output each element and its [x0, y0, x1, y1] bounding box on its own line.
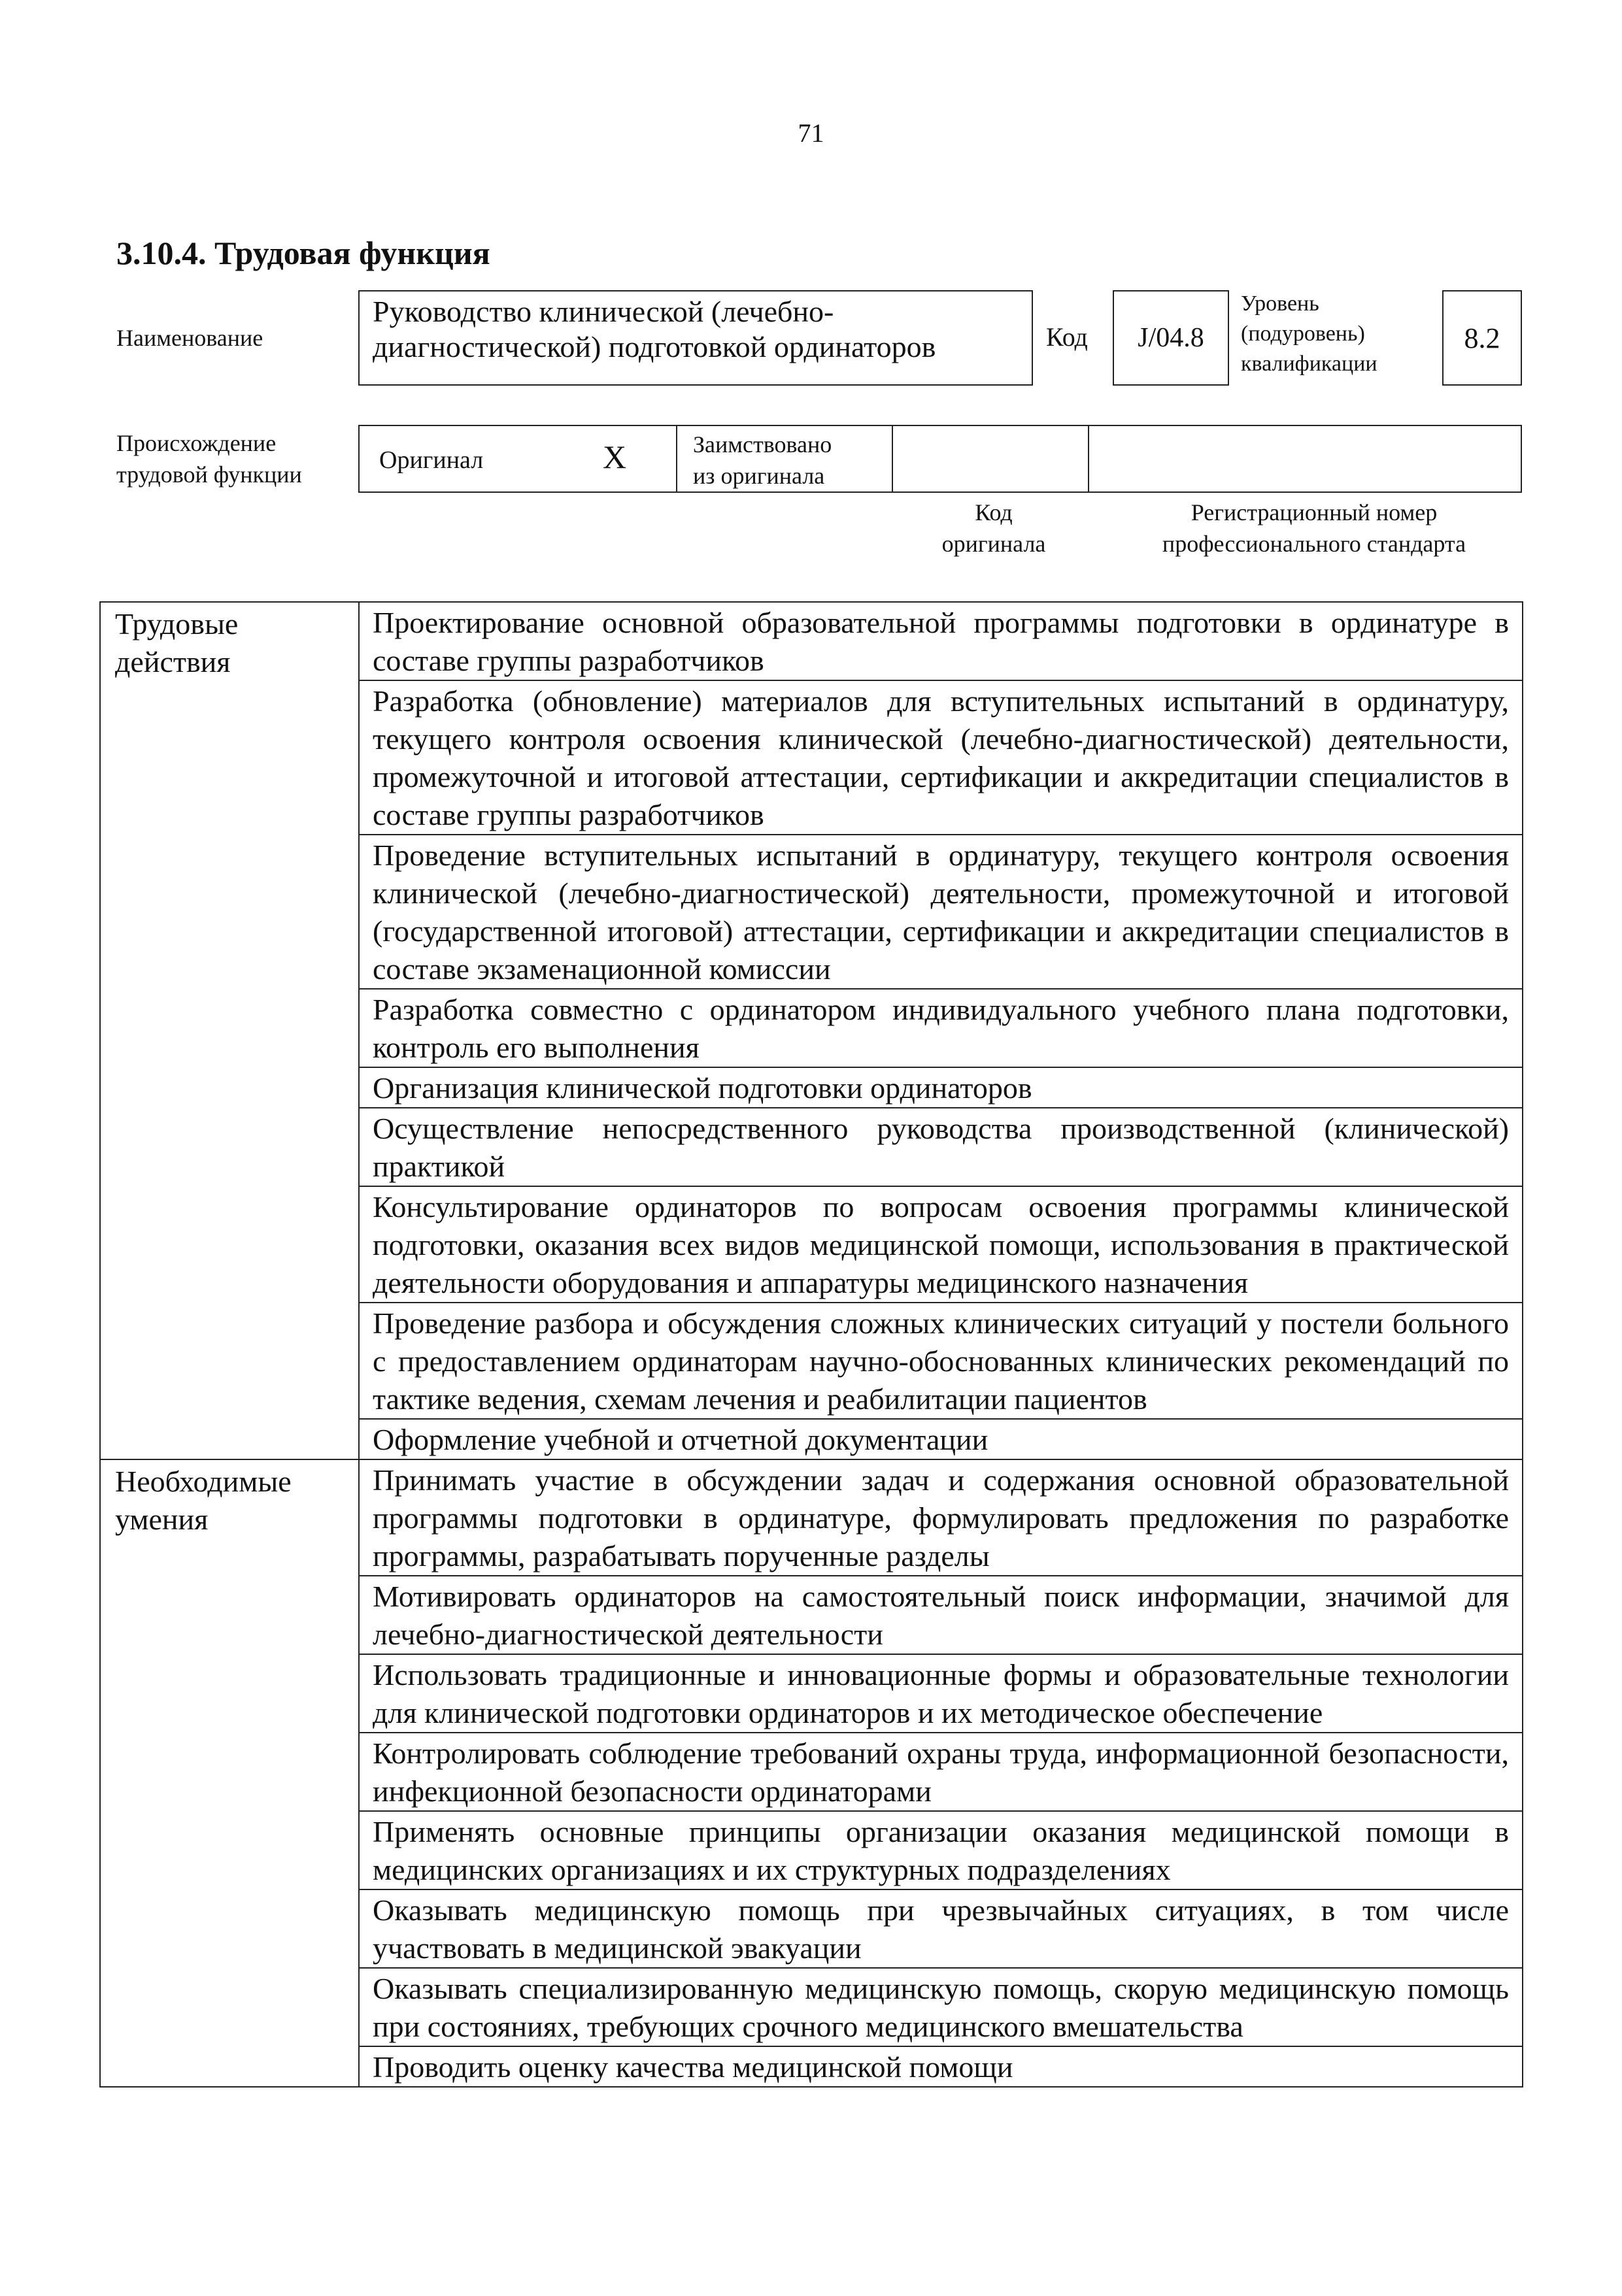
original-label: Оригинал	[379, 446, 484, 474]
table-cell-item: Оформление учебной и отчетной документации	[359, 1419, 1523, 1459]
table-cell-item: Контролировать соблюдение требований охраны труда, информационной безопасности, инфекционной безопасности ординаторами	[359, 1733, 1523, 1811]
table-cell-item: Проведение вступительных испытаний в ординатуру, текущего контроля освоения клинической (лечебно-диагностической) деятельности, промежуточной и итоговой (государственной итоговой) аттестации, сертификации и аккредитации специалистов в составе экзаменационной комиссии	[359, 835, 1523, 989]
table-cell-item: Осуществление непосредственного руководства производственной (клинической) практикой	[359, 1108, 1523, 1186]
table-cell-item: Разработка (обновление) материалов для вступительных испытаний в ординатуру, текущего контроля освоения клинической (лечебно-диагностической) деятельности, промежуточной и итоговой аттестации, сертификации и аккредитации специалистов в составе группы разработчиков	[359, 680, 1523, 835]
function-code-box: J/04.8	[1113, 290, 1229, 386]
table-cell-item: Разработка совместно с ординатором индивидуального учебного плана подготовки, контроль его выполнения	[359, 989, 1523, 1067]
borrowed-label-line1: Заимствовано	[693, 431, 832, 458]
section-label: Трудовые действия	[100, 602, 359, 1459]
origin-original-cell	[360, 426, 677, 491]
borrowed-label	[693, 429, 832, 491]
table-cell-item: Принимать участие в обсуждении задач и содержания основной образовательной программы подготовки в ординатуре, формулировать предложения по разработке программы, разрабатывать порученные разделы	[359, 1459, 1523, 1576]
origin-label-line2: трудовой функции	[116, 461, 302, 488]
original-mark: X	[603, 439, 627, 475]
reg-caption-line1: Регистрационный номер	[1191, 499, 1438, 525]
table-cell-item: Применять основные принципы организации оказания медицинской помощи в медицинских организациях и их структурных подразделениях	[359, 1811, 1523, 1889]
code-caption-line1: Код	[975, 499, 1013, 525]
table-row	[100, 1459, 1523, 1576]
origin-code-cell	[893, 426, 1089, 491]
section-title: 3.10.4. Трудовая функция	[116, 235, 490, 271]
table-cell-item: Консультирование ординаторов по вопросам освоения программы клинической подготовки, оказания всех видов медицинской помощи, использования в практической деятельности оборудования и аппаратуры медицинского назначения	[359, 1186, 1523, 1303]
name-label: Наименование	[116, 325, 263, 351]
reg-number-caption	[1111, 497, 1517, 559]
level-label	[1241, 289, 1377, 379]
level-label-line2: (подуровень)	[1241, 322, 1365, 346]
reg-caption-line2: профессионального стандарта	[1162, 531, 1466, 557]
origin-borrowed-cell	[677, 426, 893, 491]
code-label: Код	[1046, 322, 1088, 352]
origin-reg-number-cell	[1089, 426, 1521, 491]
function-details-table	[99, 601, 1523, 2088]
table-cell-item: Оказывать специализированную медицинскую помощь, скорую медицинскую помощь при состояниях, требующих срочного медицинского вмешательства	[359, 1968, 1523, 2046]
borrowed-label-line2: из оригинала	[693, 463, 825, 489]
table-cell-item: Проектирование основной образовательной программы подготовки в ординатуре в составе группы разработчиков	[359, 602, 1523, 680]
page-number: 71	[798, 118, 824, 148]
origin-label-line1: Происхождение	[116, 430, 277, 456]
table-cell-item: Использовать традиционные и инновационные формы и образовательные технологии для клинической подготовки ординаторов и их методическое обеспечение	[359, 1654, 1523, 1733]
section-label: Необходимые умения	[100, 1459, 359, 2087]
table-cell-item: Проведение разбора и обсуждения сложных клинических ситуаций у постели больного с предоставлением ординаторам научно-обоснованных клинических рекомендаций по тактике ведения, схемам лечения и реабилитации пациентов	[359, 1303, 1523, 1419]
level-label-line1: Уровень	[1241, 291, 1319, 316]
origin-label	[116, 427, 302, 490]
level-label-line3: квалификации	[1241, 352, 1377, 376]
qualification-level-box: 8.2	[1442, 290, 1522, 386]
table-cell-item: Оказывать медицинскую помощь при чрезвычайных ситуациях, в том числе участвовать в медицинской эвакуации	[359, 1889, 1523, 1968]
code-caption-line2: оригинала	[941, 531, 1046, 557]
origin-table	[358, 425, 1522, 493]
table-cell-item: Организация клинической подготовки ординаторов	[359, 1067, 1523, 1108]
table-cell-item: Мотивировать ординаторов на самостоятельный поиск информации, значимой для лечебно-диагностической деятельности	[359, 1576, 1523, 1654]
code-caption	[902, 497, 1085, 559]
function-name-box: Руководство клинической (лечебно-диагностической) подготовкой ординаторов	[358, 290, 1033, 386]
table-cell-item: Проводить оценку качества медицинской помощи	[359, 2046, 1523, 2087]
table-row	[100, 602, 1523, 680]
